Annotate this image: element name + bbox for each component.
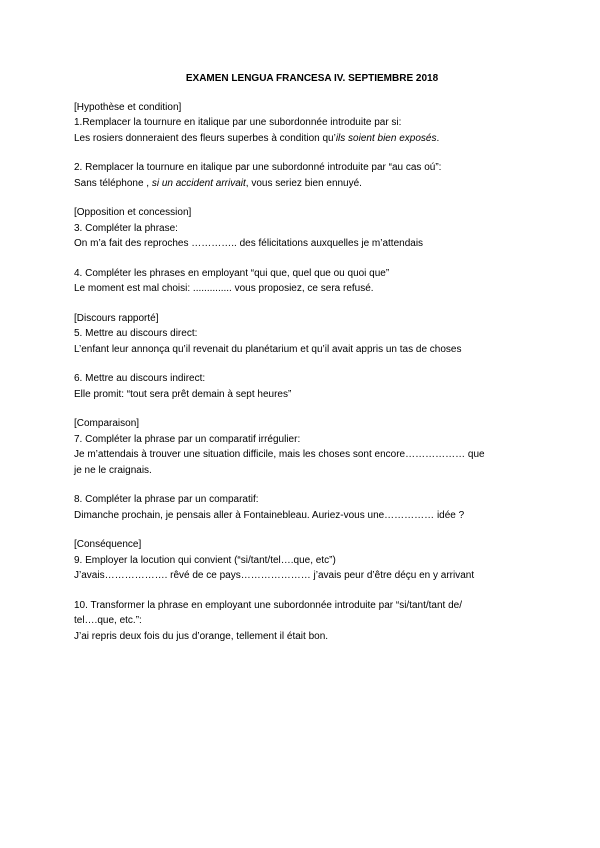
q2-instruction: 2. Remplacer la tournure en italique par une subordonné introduite par “au cas oú”: (74, 162, 442, 173)
q2-text-before: Sans téléphone , (74, 177, 152, 189)
q4-sentence: Le moment est mal choisi: .............. vous proposiez, ce sera refusé. (74, 283, 374, 294)
q9-instruction: 9. Employer la locution qui convient (“si/tant/tel….que, etc”) (74, 554, 336, 566)
q2-sentence (74, 176, 540, 192)
question-8 (74, 492, 540, 523)
q6-sentence: Elle promit: “tout sera prêt demain à sept heures” (74, 388, 292, 400)
q7-sentence-line1: Je m’attendais à trouver une situation difficile, mais les choses sont encore……………… que (74, 449, 485, 460)
q2-text-italic: si un accident arrivait (151, 177, 246, 189)
question-2 (74, 160, 540, 191)
q5-sentence: L’enfant leur annonça qu’il revenait du planétarium et qu’il avait appris un tas de choses (74, 343, 462, 355)
q9-sentence: J’avais………………. rêvé de ce pays………………… j’avais peur d’être déçu en y arrivant (74, 570, 475, 581)
q3-instruction: 3. Compléter la phrase: (74, 222, 178, 234)
section-heading-hypothese: [Hypothèse et condition] (74, 101, 182, 113)
question-5 (74, 326, 540, 357)
q3-sentence: On m’a fait des reproches ………….. des félicitations auxquelles je m’attendais (74, 238, 424, 249)
question-6 (74, 371, 540, 402)
question-3 (74, 221, 540, 252)
section-heading-opposition: [Opposition et concession] (74, 207, 192, 218)
q7-sentence-line2: je ne le craignais. (74, 464, 152, 476)
q4-instruction: 4. Compléter les phrases en employant “qui que, quel que ou quoi que” (74, 267, 390, 279)
q1-text-italic: ils soient bien exposés (335, 132, 437, 144)
q10-instruction-line2: tel….que, etc.”: (74, 615, 142, 626)
q1-text-before: Les rosiers donneraient des fleurs superbes à condition qu’ (74, 132, 336, 144)
question-1 (74, 115, 540, 146)
q8-instruction: 8. Compléter la phrase par un comparatif: (74, 494, 259, 505)
q5-instruction: 5. Mettre au discours direct: (74, 328, 198, 339)
section-heading-comparaison: [Comparaison] (74, 418, 140, 429)
q1-instruction: 1.Remplacer la tournure en italique par une subordonnée introduite par si: (74, 117, 402, 128)
q10-sentence: J’ai repris deux fois du jus d’orange, tellement il était bon. (74, 630, 329, 642)
question-4 (74, 266, 540, 297)
q8-sentence: Dimanche prochain, je pensais aller à Fontainebleau. Auriez-vous une…………… idée ? (74, 509, 465, 521)
q1-text-after: . (436, 132, 440, 144)
q2-text-after: , vous seriez bien ennuyé. (245, 177, 362, 189)
q1-sentence (74, 131, 540, 147)
question-9 (74, 553, 540, 584)
section-heading-consequence: [Conséquence] (74, 539, 142, 550)
exam-title: EXAMEN LENGUA FRANCESA IV. SEPTIEMBRE 2018 (185, 73, 439, 84)
question-7 (74, 432, 540, 479)
question-10 (74, 598, 540, 645)
q7-instruction: 7. Compléter la phrase par un comparatif irrégulier: (74, 433, 301, 445)
q6-instruction: 6. Mettre au discours indirect: (74, 373, 206, 384)
section-heading-discours: [Discours rapporté] (74, 312, 159, 324)
q10-instruction-line1: 10. Transformer la phrase en employant une subordonnée introduite par “si/tant/tant de/ (74, 599, 463, 611)
